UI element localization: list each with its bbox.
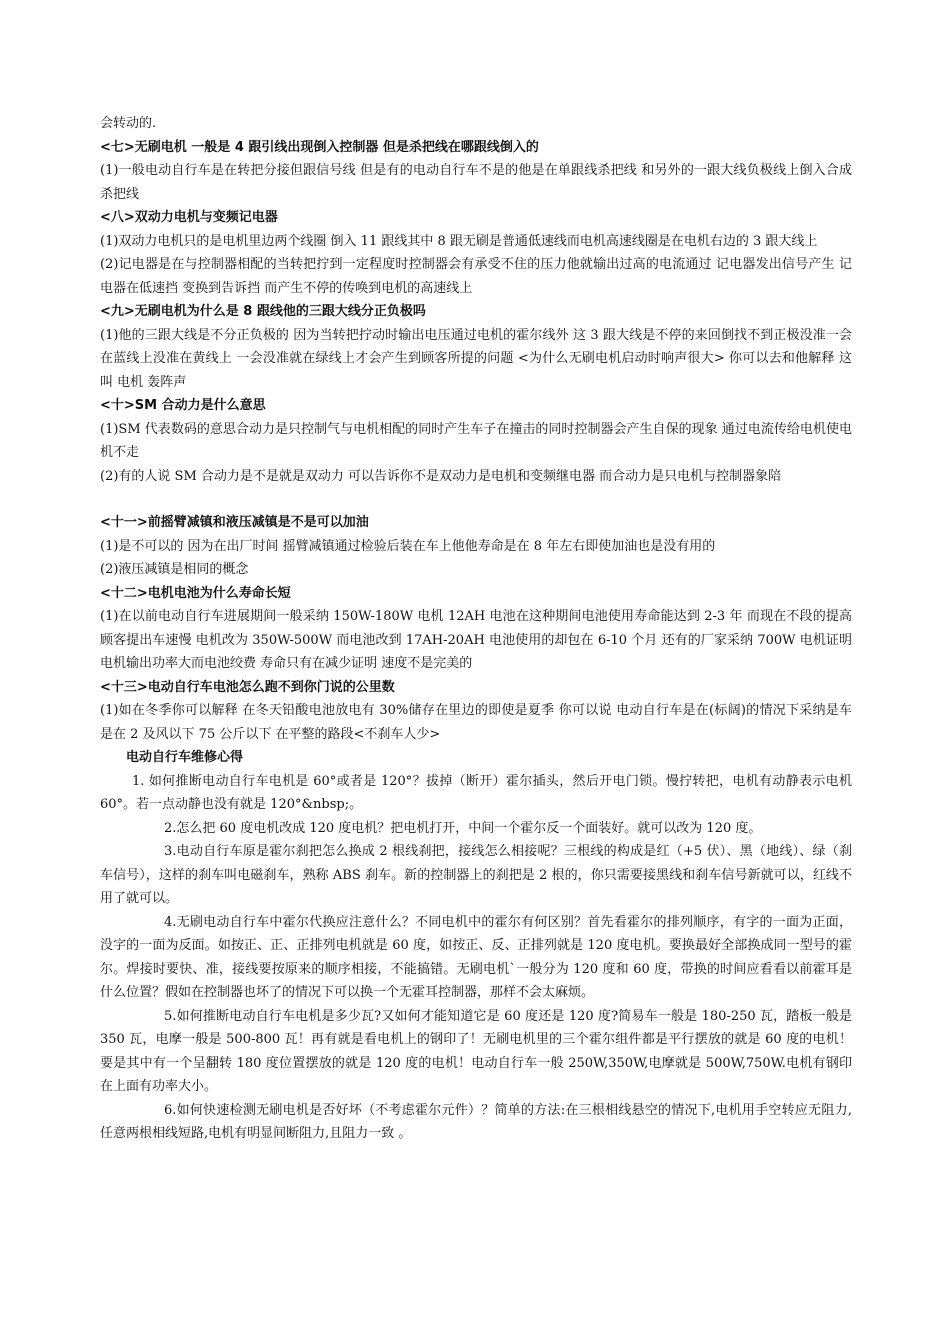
paragraph: (1)一般电动自行车是在转把分接但跟信号线 但是有的电动自行车不是的他是在单跟线杀把线 和另外的一跟大线负极线上倒入合成杀把线 [100,163,852,202]
section-heading: <九>无刷电机为什么是 8 跟线他的三跟大线分正负极吗 [100,304,426,319]
paragraph: 3.电动自行车原是霍尔刹把怎么换成 2 根线刹把，接线怎么相接呢？三根线的构成是红（+5 伏）、黑（地线）、绿（刹车信号），这样的刹车叫电磁刹车，熟称 ABS 刹车。新的控制器上的刹把是 2 根的，你只需要接黑线和刹车信号新就可以，红线不用了就可以。 [100,844,852,906]
section-heading: <十二>电机电池为什么寿命长短 [100,585,291,601]
paragraph: (1)如在冬季你可以解释 在冬天铅酸电池放电有 30%储存在里边的即使是夏季 你可以说 电动自行车是在(标阔)的情况下采纳是车 是在 2 及风以下 75 公斤以下 在平整的路段<不刹车人少> [100,703,852,742]
section-heading: <十一>前摇臂减镇和液压减镇是不是可以加油 [100,515,369,530]
section-heading: <八>双动力电机与变频记电器 [100,210,278,225]
paragraph: (1)他的三跟大线是不分正负极的 因为当转把拧动时输出电压通过电机的霍尔线外 这 3 跟大线是不停的来回倒找不到正极没准一会在蓝线上没准在黄线上 一会没准就在绿线上才会产生到顾客所提的问题 <为什么无刷电机启动时响声很大> 你可以去和他解释 这叫 电机 轰阵声 [100,327,852,390]
paragraph: (2)液压减镇是相同的概念 [100,562,249,577]
paragraph: (1)双动力电机只的是电机里边两个线圈 倒入 11 跟线其中 8 跟无刷是普通低速线而电机高速线圈是在电机右边的 3 跟大线上 [100,233,818,249]
paragraph: 1. 如何推断电动自行车电机是 60°或者是 120°？拔掉（断开）霍尔插头，然后开电门锁。慢拧转把，电机有动静表示电机 60°。若一点动静也没有就是 120°&nbsp;。 [100,773,852,812]
paragraph: (2)记电器是在与控制器相配的当转把拧到一定程度时控制器会有承受不住的压力他就输出过高的电流通过 记电器发出信号产生 记电器在低速挡 变换到告诉挡 而产生不停的传唤到电机的高速线上 [100,257,852,296]
section-heading: <十三>电动自行车电池怎么跑不到你门说的公里数 [100,679,395,695]
paragraph: (1)在以前电动自行车进展期间一般采纳 150W-180W 电机 12AH 电池在这种期间电池使用寿命能达到 2-3 年 而现在不段的提高顾客提出车速慢 电机改为 350W-500W 而电池改到 17AH-20AH 电池使用的却包在 6-10 个月 还有的厂家采纳 700W 电机证明电机输出功率大而电池绞费 寿命只有在减少证明 速度不是完美的 [100,609,852,671]
paragraph: (2)有的人说 SM 合动力是不是就是双动力 可以告诉你不是双动力是电机和变频继电器 而合动力是只电机与控制器象陪 [100,468,782,484]
spacer [100,488,852,511]
paragraph: 6.如何快速检测无刷电机是否好坏（不考虑霍尔元件）？简单的方法:在三根相线悬空的情况下,电机用手空转应无阻力,任意两根相线短路,电机有明显间断阻力,且阻力一致 。 [100,1102,852,1141]
section-heading: <十>SM 合动力是什么意思 [100,398,266,413]
paragraph: 会转动的. [100,116,157,131]
document-page [100,112,852,1146]
paragraph: 4.无刷电动自行车中霍尔代换应注意什么？不同电机中的霍尔有何区别？首先看霍尔的排列顺序，有字的一面为正面，没字的一面为反面。如按正、正、正排列电机就是 60 度，如按正、反、正排列就是 120 度电机。要换最好全部换成同一型号的霍尔。焊接时要快、准，接线要按原来的顺序相接，不能搞错。无刷电机`一般分为 120 度和 60 度，带换的时间应看看以前霍耳是什么位置？假如在控制器也坏了的情况下可以换一个无霍耳控制器，那样不会太麻烦。 [100,914,852,1000]
subsection-title: 电动自行车维修心得 [126,750,244,765]
paragraph: 5.如何推断电动自行车电机是多少瓦?又如何才能知道它是 60 度还是 120 度?简易车一般是 180-250 瓦，踏板一般是 350 瓦，电摩一般是 500-800 瓦！再有就是看电机上的钢印了！无刷电机里的三个霍尔组件都是平行摆放的就是 60 度的电机！要是其中有一个呈翻转 180 度位置摆放的就是 120 度的电机！电动自行车一般 250W,350W,电摩就是 500W,750W.电机有钢印在上面有功率大小。 [100,1008,852,1094]
paragraph: (1)SM 代表数码的意思合动力是只控制气与电机相配的同时产生车子在撞击的同时控制器会产生自保的现象 通过电流传给电机使电机不走 [100,421,852,460]
section-heading: <七>无刷电机 一般是 4 跟引线出现倒入控制器 但是杀把线在哪跟线倒入的 [100,139,539,155]
paragraph: 2.怎么把 60 度电机改成 120 度电机？把电机打开，中间一个霍尔反一个面装好。就可以改为 120 度。 [164,820,762,836]
paragraph: (1)是不可以的 因为在出厂时间 摇臂减镇通过检验后装在车上他他寿命是在 8 年左右即使加油也是没有用的 [100,538,716,554]
